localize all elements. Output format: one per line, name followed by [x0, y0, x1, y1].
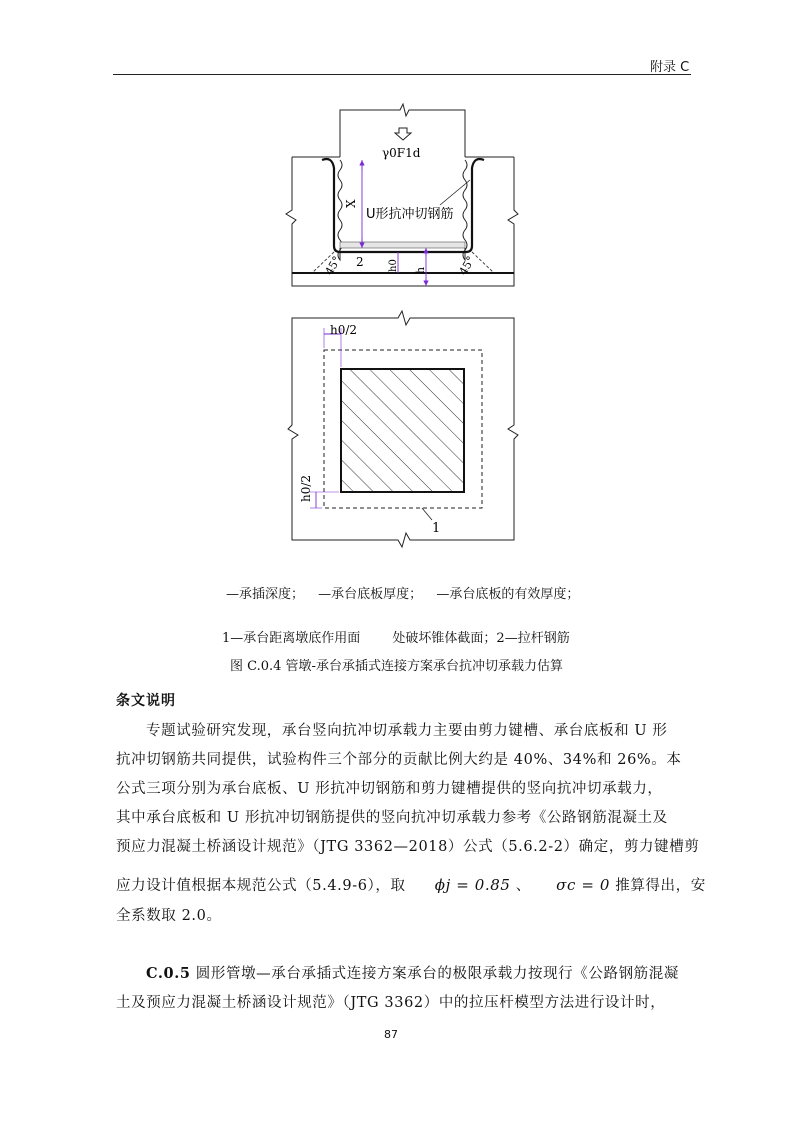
page-number: 87	[384, 1028, 398, 1041]
legend-insert-depth: —承插深度；	[226, 587, 305, 602]
commentary-line-1: 专题试验研究发现，承台竖向抗冲切承载力主要由剪力键槽、承台底板和 U 形	[146, 723, 668, 739]
legend-effective-thickness: —承台底板的有效厚度；	[436, 587, 580, 602]
clause-line-1-text: 圆形管墩—承台承插式连接方案承台的极限承载力按现行《公路钢筋混凝	[195, 966, 679, 982]
legend-slab-thickness: —承台底板厚度；	[318, 587, 423, 602]
clause-line-1	[146, 962, 679, 983]
angle-left-label: 45°	[322, 254, 344, 278]
commentary-line-2: 抗冲切钢筋共同提供，试验构件三个部分的贡献比例大约是 40%、34%和 26%。本	[116, 752, 682, 768]
formula-phi: ϕj = 0.85	[434, 876, 511, 894]
clause-number: C.0.5	[146, 965, 191, 982]
legend-section-1: 1—承台距离墩底作用面	[222, 631, 361, 646]
legend-section-2: 处破坏锥体截面；2—拉杆钢筋	[392, 631, 570, 646]
formula-sigma: σc = 0	[556, 876, 611, 894]
commentary-line-4: 其中承台底板和 U 形抗冲切钢筋提供的竖向抗冲切承载力参考《公路钢筋混凝土及	[116, 810, 668, 826]
rebar-label: U形抗冲切钢筋	[366, 207, 454, 222]
commentary-line-6	[116, 874, 706, 895]
elevation-view	[286, 104, 518, 286]
commentary-line-3: 公式三项分别为承台底板、U 形抗冲切钢筋和剪力键槽提供的竖向抗冲切承载力，	[116, 781, 663, 797]
h0-label: h0	[388, 259, 399, 272]
commentary-line-7: 全系数取 2.0。	[116, 908, 222, 924]
pier-section	[341, 369, 464, 492]
formula-separator: 、	[515, 878, 531, 894]
commentary-line-6-a: 应力设计值根据本规范公式（5.4.9-6），取	[116, 878, 406, 894]
marker-2: 2	[356, 255, 364, 269]
figure-caption: 图 C.0.4 管墩-承台承插式连接方案承台抗冲切承载力估算	[230, 659, 563, 674]
commentary-line-6-b: 推算得出，安	[615, 878, 706, 894]
marker-1: 1	[432, 521, 441, 536]
plan-view	[288, 311, 518, 547]
commentary-title: 条文说明	[116, 693, 176, 709]
legend-line-1	[226, 583, 579, 602]
header-section-label: 附录 C	[650, 60, 690, 75]
clause-line-2: 土及预应力混凝土桥涵设计规范》（JTG 3362）中的拉压杆模型方法进行设计时，	[116, 995, 666, 1011]
angle-right-label: 45°	[456, 254, 478, 278]
x-label: X	[344, 199, 358, 208]
load-label: γ0F1d	[382, 146, 421, 160]
h-label: h	[414, 266, 427, 274]
legend-line-2	[222, 627, 570, 646]
h0-half-top-label: h0/2	[330, 323, 358, 337]
commentary-line-5: 预应力混凝土桥涵设计规范》（JTG 3362—2018）公式（5.6.2-2）确定，剪力键槽剪	[116, 839, 700, 855]
h0-half-left-label: h0/2	[299, 474, 313, 502]
